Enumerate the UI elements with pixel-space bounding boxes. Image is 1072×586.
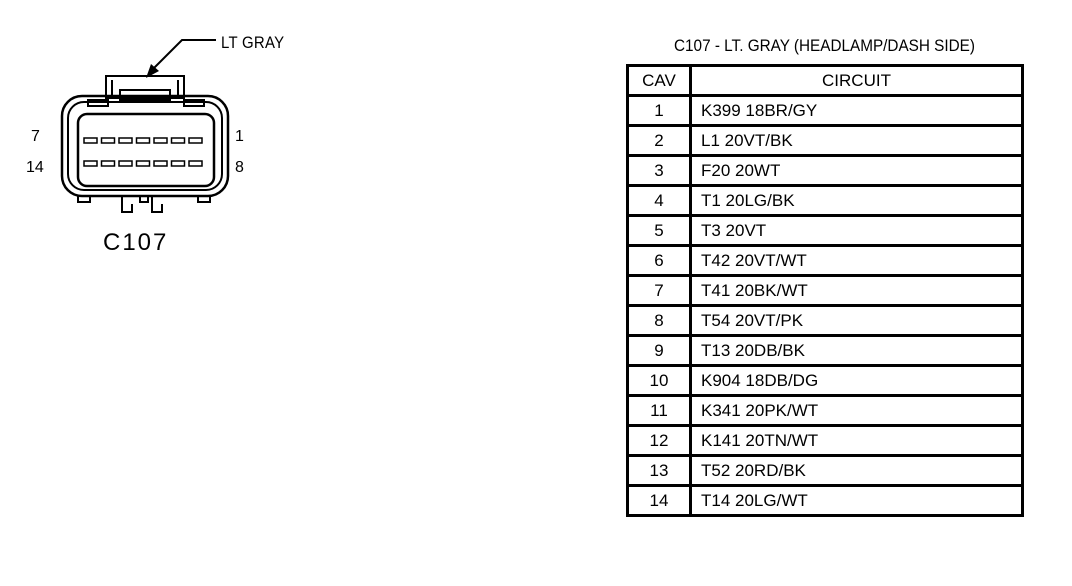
circuit-cell: T54 20VT/PK (691, 306, 1023, 336)
cav-cell: 6 (628, 246, 691, 276)
circuit-cell: K399 18BR/GY (691, 96, 1023, 126)
circuit-cell: T3 20VT (691, 216, 1023, 246)
cav-cell: 14 (628, 486, 691, 516)
terminal-pin-slot (119, 161, 132, 166)
table-row (628, 96, 1023, 126)
terminal-pin-slot (137, 138, 150, 143)
table-row (628, 366, 1023, 396)
circuit-cell: T13 20DB/BK (691, 336, 1023, 366)
table-row (628, 486, 1023, 516)
terminal-pins (84, 138, 202, 166)
pin-label-top-right: 1 (235, 128, 244, 145)
pin-label-top-left: 7 (31, 128, 40, 145)
table-row (628, 426, 1023, 456)
terminal-pin-slot (154, 138, 167, 143)
connector-shell (62, 96, 228, 196)
table-row (628, 246, 1023, 276)
terminal-pin-slot (154, 161, 167, 166)
terminal-pin-slot (189, 161, 202, 166)
table-row (628, 306, 1023, 336)
circuit-cell: K904 18DB/DG (691, 366, 1023, 396)
table-row (628, 336, 1023, 366)
circuit-cell: F20 20WT (691, 156, 1023, 186)
color-callout-label: LT GRAY (221, 33, 285, 52)
table-row (628, 126, 1023, 156)
table-row (628, 156, 1023, 186)
terminal-pin-slot (84, 138, 97, 143)
cav-cell: 2 (628, 126, 691, 156)
cav-cell: 10 (628, 366, 691, 396)
table-row (628, 396, 1023, 426)
terminal-pin-slot (189, 138, 202, 143)
pinout-table (626, 64, 1024, 517)
cav-cell: 1 (628, 96, 691, 126)
table-row (628, 276, 1023, 306)
cav-cell: 3 (628, 156, 691, 186)
connector-name: C107 (103, 229, 169, 256)
terminal-pin-slot (172, 138, 185, 143)
header-cav: CAV (628, 66, 691, 96)
terminal-pin-slot (119, 138, 132, 143)
pin-label-bottom-left: 14 (26, 159, 44, 176)
table-row (628, 456, 1023, 486)
circuit-cell: T14 20LG/WT (691, 486, 1023, 516)
circuit-cell: L1 20VT/BK (691, 126, 1023, 156)
circuit-cell: K341 20PK/WT (691, 396, 1023, 426)
header-circuit: CIRCUIT (691, 66, 1023, 96)
table-header-row (628, 66, 1023, 96)
table-title: C107 - LT. GRAY (HEADLAMP/DASH SIDE) (674, 36, 975, 55)
cav-cell: 5 (628, 216, 691, 246)
terminal-pin-slot (102, 138, 115, 143)
terminal-pin-slot (84, 161, 97, 166)
circuit-cell: K141 20TN/WT (691, 426, 1023, 456)
cav-cell: 9 (628, 336, 691, 366)
terminal-pin-slot (172, 161, 185, 166)
connector-bottom-keys (78, 196, 210, 212)
terminal-cavity (78, 114, 214, 186)
terminal-pin-slot (102, 161, 115, 166)
cav-cell: 13 (628, 456, 691, 486)
cav-cell: 8 (628, 306, 691, 336)
callout-leader (146, 40, 216, 78)
table-row (628, 186, 1023, 216)
table-row (628, 216, 1023, 246)
circuit-cell: T52 20RD/BK (691, 456, 1023, 486)
cav-cell: 12 (628, 426, 691, 456)
circuit-cell: T1 20LG/BK (691, 186, 1023, 216)
terminal-pin-slot (137, 161, 150, 166)
circuit-cell: T42 20VT/WT (691, 246, 1023, 276)
cav-cell: 11 (628, 396, 691, 426)
cav-cell: 7 (628, 276, 691, 306)
cav-cell: 4 (628, 186, 691, 216)
circuit-cell: T41 20BK/WT (691, 276, 1023, 306)
pin-label-bottom-right: 8 (235, 159, 244, 176)
